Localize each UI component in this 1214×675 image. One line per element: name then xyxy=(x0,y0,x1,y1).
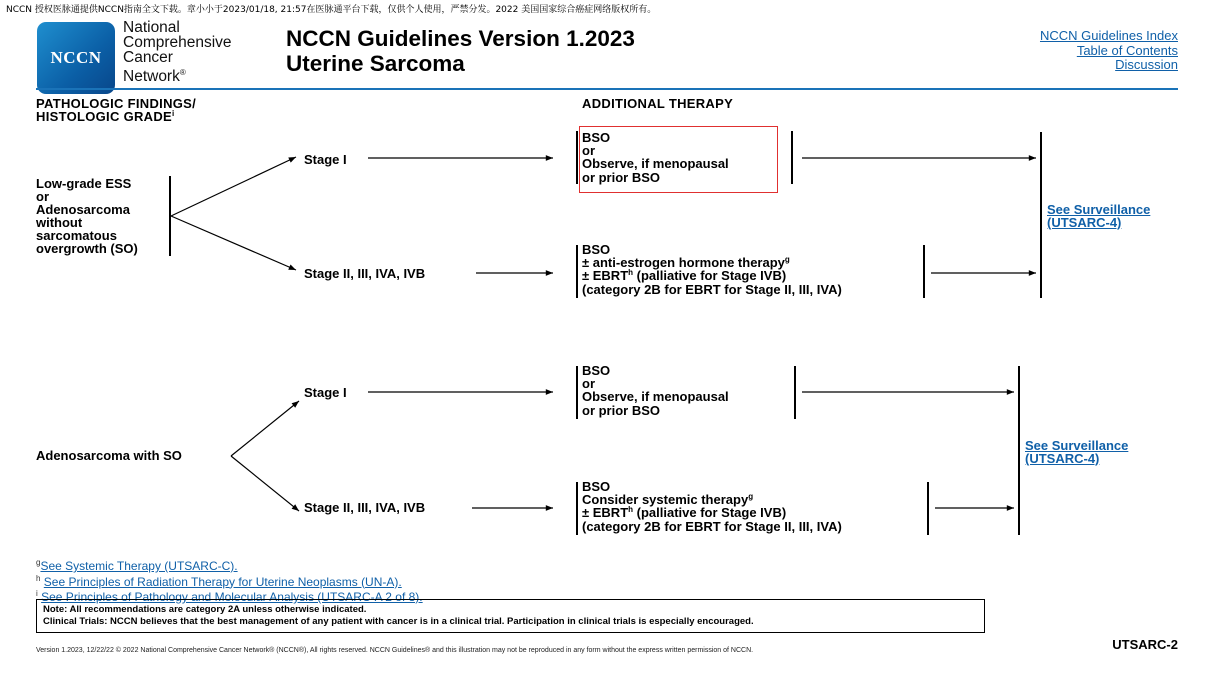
findings-header: PATHOLOGIC FINDINGS/ HISTOLOGIC GRADE$^i$ xyxy=(36,96,197,124)
footnote-link[interactable]: See Systemic Therapy (UTSARC-C). xyxy=(40,559,238,573)
note-box xyxy=(36,599,985,633)
see-surveillance-link[interactable]: See Surveillance (UTSARC-4) xyxy=(1047,202,1151,230)
guidelines-index-link[interactable]: NCCN Guidelines Index xyxy=(1039,28,1178,43)
therapy-option: BSO or Observe, if menopausal or prior BSO xyxy=(582,363,729,418)
see-surveillance-link[interactable]: See Surveillance (UTSARC-4) xyxy=(1025,438,1129,466)
therapy-bar-right xyxy=(794,366,796,419)
footnote: $^i$ See Principles of Pathology and Molecular Analysis (UTSARC-A 2 of 8). xyxy=(36,589,423,604)
org-line: Comprehensive xyxy=(123,34,232,51)
therapy-bar-right xyxy=(927,482,929,535)
surveillance-bar xyxy=(1018,366,1020,535)
stage-label: Stage I xyxy=(304,152,347,167)
footnote: $^h$ See Principles of Radiation Therapy for Uterine Neoplasms (UN-A). xyxy=(36,573,402,589)
finding-adenosarcoma-so: Adenosarcoma with SO xyxy=(36,448,182,463)
therapy-bar-left xyxy=(576,366,578,419)
therapy-bar-left xyxy=(576,482,578,535)
finding-low-grade-ess: Low-grade ESS or Adenosarcoma without sarcomatous overgrowth (SO) xyxy=(36,176,138,256)
stage-label: Stage I xyxy=(304,385,347,400)
stage-label: Stage II, III, IVA, IVB xyxy=(304,266,426,281)
therapy-option: BSO Consider systemic therapy$^g$ ± $EBRT^h$ (palliative for Stage IVB) (category 2B for EBRT for Stage II, III, IVA) xyxy=(582,479,842,534)
table-of-contents-link[interactable]: Table of Contents xyxy=(1076,43,1178,58)
finding-bar xyxy=(169,176,171,256)
org-line: National xyxy=(123,19,180,36)
footnote-link[interactable]: See Principles of Pathology and Molecular Analysis (UTSARC-A 2 of 8). xyxy=(41,590,423,604)
org-line: Network® xyxy=(123,68,186,86)
therapy-option: BSO or Observe, if menopausal or prior BSO xyxy=(582,130,729,185)
additional-therapy-header: ADDITIONAL THERAPY xyxy=(582,96,734,111)
footnotes xyxy=(36,557,423,604)
therapy-bar-right xyxy=(791,131,793,184)
clinical-trials-line: Clinical Trials: NCCN believes that the best management of any patient with cancer is in a clinical trial. Participation in clinical trials is especially encouraged. xyxy=(43,616,754,627)
footnote-link[interactable]: See Principles of Radiation Therapy for Uterine Neoplasms (UN-A). xyxy=(43,574,402,589)
therapy-bar-left xyxy=(576,245,578,298)
note-line: Note: All recommendations are category 2A unless otherwise indicated. xyxy=(43,604,367,615)
title-line-2: Uterine Sarcoma xyxy=(286,51,465,76)
copyright-text: Version 1.2023, 12/22/22 © 2022 National Comprehensive Cancer Network® (NCCN®), All rights reserved. NCCN Guidelines® and this illustration may not be reproduced in any form without the express written permission of NCCN. xyxy=(36,647,754,654)
watermark-text: NCCN 授权医脉通提供NCCN指南全文下载。章小小于2023/01/18, 21:57在医脉通平台下载，仅供个人使用，严禁分发。2022 美国国家综合癌症网络版权所有。 xyxy=(6,5,657,15)
logo-text: NCCN xyxy=(50,48,102,67)
org-line: Cancer xyxy=(123,49,173,66)
surveillance-bar xyxy=(1040,132,1042,298)
title-line-1: NCCN Guidelines Version 1.2023 xyxy=(286,26,635,51)
therapy-option: BSO ± anti-estrogen hormone therapy$^g$ ± $EBRT^h$ (palliative for Stage IVB) (category 2B for EBRT for Stage II, III, IVA) xyxy=(582,242,842,297)
therapy-bar-left xyxy=(576,131,578,184)
discussion-link[interactable]: Discussion xyxy=(1115,57,1178,72)
therapy-bar-right xyxy=(923,245,925,298)
footnote: $^g$See Systemic Therapy (UTSARC-C). xyxy=(36,558,238,573)
page-code: UTSARC-2 xyxy=(1112,637,1178,652)
stage-label: Stage II, III, IVA, IVB xyxy=(304,500,426,515)
